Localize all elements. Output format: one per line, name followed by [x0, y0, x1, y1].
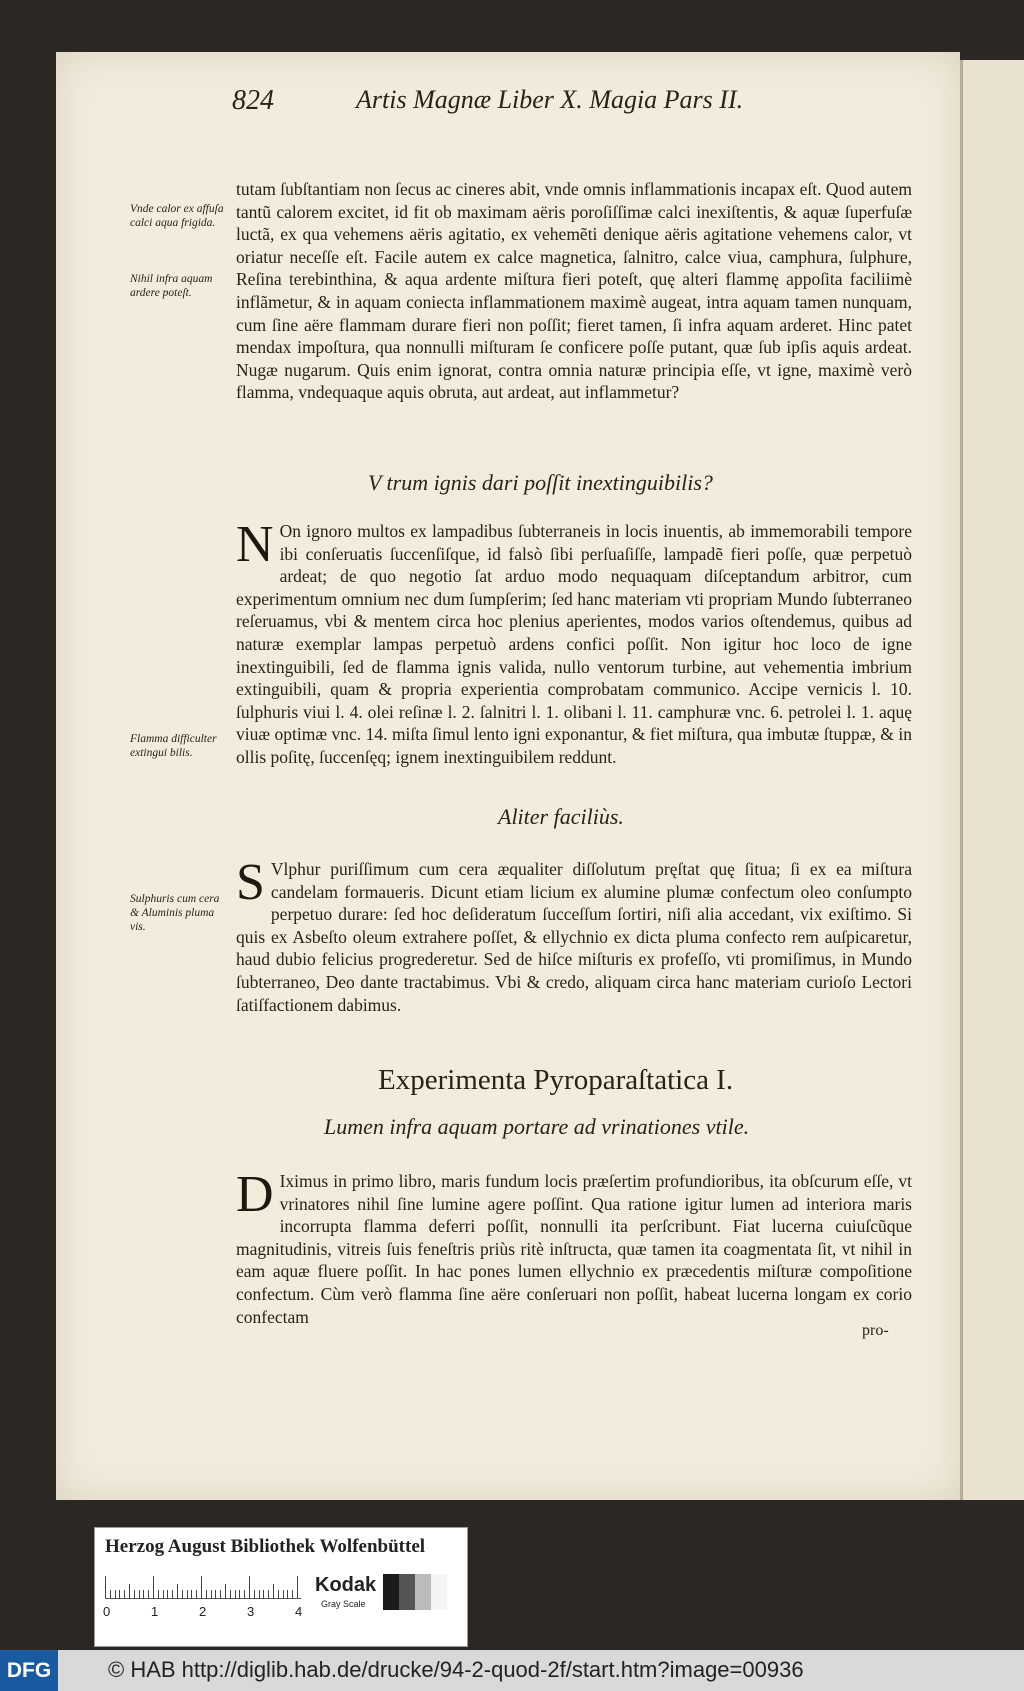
gray-patch: [431, 1574, 447, 1610]
running-head: [232, 85, 892, 129]
ruler-number: 4: [295, 1604, 303, 1619]
ruler-tick: [215, 1590, 216, 1598]
ruler-tick: [278, 1590, 279, 1598]
ruler-tick: [254, 1590, 255, 1598]
paragraph-1-text: tutam ſubſtantiam non ſecus ac cineres abit, vnde omnis inflammationis incapax eſt. Quod autem tantũ calorem excitet, id fit ob maximam aëris poroſiſſimæ calci inexiſtentis, & aquæ ſuperfuſæ luctã, ex qua vehemens aëris agitatio, ex vehemẽti denique aëris agitatione vehemens calor, vt oriatur neceſſe eſt. Facile autem ex calce magnetica, ſalnitro, calce viua, camphura, ſulphure, Reſina terebinthina, & aqua ardente miſtura fieri poteſt, quę alteri flammę appoſita faciliimè inflãmetur, & in aquam coniecta inflammationem maximè augeat, intra aquam tamen nunquam, cum ſine aëre flammam durare fieri non poſſit; fieret tamen, ſi infra aquam arderet. Hinc patet mendax impoſtura, qua nonnulli miſturam ſe conficere poſſe putant, quæ ſub ipſis aquis ardeat. Nugæ nugarum. Quis enim ignorat, contra omnia naturæ principia eſſe, vt igne, maximè verò flamma, vndequaque aquis obruta, aut ardeat, aut inflammetur?: [236, 179, 912, 403]
ruler-tick: [244, 1590, 245, 1598]
ruler-tick: [187, 1590, 188, 1598]
ruler-tick: [177, 1584, 178, 1598]
paragraph-3: [236, 854, 912, 1016]
paragraph-3-text: Vlphur puriſſimum cum cera æqualiter diſſolutum pręſtat quę ſitua; ſi ex ea miſtura candelam formaueris. Dicunt etiam licium ex alumine plumæ confectum oleo conſumpto perpetuo durare: ſed hoc deſideratum ſucceſſum ſortiri, niſi alia accedant, vix exiſtimo. Si quis ex Asbeſto oleum extrahere poſſet, & ellychnio ex dicta pluma confecto rem auſpicaretur, haud dubio felicius progrederetur. Sed de hiſce miſturis ex profeſſo, vti promiſimus, in Mundo ſubterraneo, Deo dante tractabimus. Vbi & credo, aliquam circa hanc materiam curioſo Lectori ſatiſfactionem dabimus.: [236, 859, 912, 1015]
color-scale-card: [94, 1527, 468, 1647]
page-number: 824: [232, 85, 274, 116]
ruler-tick: [191, 1590, 192, 1598]
ruler-tick: [287, 1590, 288, 1598]
ruler-number: 3: [247, 1604, 255, 1619]
ruler-tick: [230, 1590, 231, 1598]
footer-bar: [0, 1650, 1024, 1691]
ruler-tick: [143, 1590, 144, 1598]
gray-scale-label: Gray Scale: [321, 1599, 366, 1609]
ruler-tick: [129, 1584, 130, 1598]
paragraph-1: [236, 178, 912, 404]
ruler-tick: [153, 1576, 154, 1598]
subheading-3: Lumen infra aquam portare ad vrinationes vtile.: [324, 1114, 750, 1139]
ruler-tick: [201, 1576, 202, 1598]
ruler-tick: [273, 1584, 274, 1598]
ruler-tick: [292, 1590, 293, 1598]
dropcap-s: S: [236, 854, 265, 911]
ruler-tick: [220, 1590, 221, 1598]
running-title: Artis Magnæ Liber X. Magia Pars II.: [356, 85, 744, 114]
paragraph-4-text: Iximus in primo libro, maris fundum locis præſertim profundioribus, ita obſcurum eſſe, vt vrinatores nihil ſine lumine agere poſſint. Qua ratione igitur lumen ad interiora maris incorrupta flamma deferri poſſit, nonnulli ita perſcribunt. Fiat lucerna cuiuſcũque magnitudinis, vitreis ſuis feneſtris priùs ritè inſtructa, quæ tamen ita coagmentata ſit, vt nihil in eam aquæ fluere poſſit. In hac pones lumen ellychnio ex præcedentis miſturæ compoſitione confectum. Cùm verò flamma ſine aëre conſeruari non poſſit, habeat lucerna longam ex corio confectam: [236, 1171, 912, 1327]
ruler-tick: [148, 1590, 149, 1598]
gray-patch: [415, 1574, 431, 1610]
gray-patch: [383, 1574, 399, 1610]
ruler-tick: [110, 1590, 111, 1598]
ruler-tick: [139, 1590, 140, 1598]
ruler-tick: [134, 1590, 135, 1598]
dropcap-d: D: [236, 1166, 274, 1223]
ruler-tick: [167, 1590, 168, 1598]
subheading-2: Aliter faciliùs.: [498, 804, 624, 829]
paragraph-2-text: On ignoro multos ex lampadibus ſubterraneis in locis inuentis, ab immemorabili tempore ibi conſeruatis ſuccenſiſque, id falsò ſibi perſuaſiſſe, lampadẽ fieri poſſe, quæ perpetuò ardeat; de quo negotio ſat arduo modo nequaquam diſceptandum arbitror, cum experimentum omnium nec dum ſumpſerim; ſed hanc materiam vti propriam Mundo ſubterraneo reſeruamus, vbi & mentem circa hoc plenius aperientes, modos varios oſtendemus, quibus ad naturæ exemplar lampas perpetuò ardens confici poſſit. Non igitur hoc loco de igne inextinguibili, ſed de flamma ignis valida, nullo ventorum turbine, aut vehementia imbrium extinguibili, quam & propria experientia comprobatam communico. Accipe vernicis l. 10. ſulphuris viui l. 4. olei reſinæ l. 2. ſalnitri l. 1. olibani l. 11. camphuræ vnc. 6. petrolei l. 1. aquę viuæ optimæ vnc. 14. miſta ſimul lento igni exponantur, & fiet miſtura, qua imbutæ ſtuppæ, & in ollis poſitę, ſuccenſęq; ignem inextinguibilem reddunt.: [236, 521, 912, 767]
ruler-tick: [235, 1590, 236, 1598]
dfg-logo: DFG: [0, 1650, 58, 1691]
gray-patch: [399, 1574, 415, 1610]
ruler-tick: [259, 1590, 260, 1598]
ruler-tick: [297, 1576, 298, 1598]
ruler-tick: [263, 1590, 264, 1598]
ruler-tick: [163, 1590, 164, 1598]
ruler-tick: [115, 1590, 116, 1598]
ruler-tick: [158, 1590, 159, 1598]
gray-patches: [383, 1574, 447, 1610]
ruler-tick: [206, 1590, 207, 1598]
ruler-tick: [283, 1590, 284, 1598]
margin-note-3: Flamma difficulter extingui bilis.: [130, 733, 217, 759]
kodak-logo: Kodak: [315, 1574, 377, 1596]
footer-credit: © HAB http://diglib.hab.de/drucke/94-2-quod-2f/start.htm?image=00936: [108, 1657, 804, 1682]
ruler-tick: [182, 1590, 183, 1598]
ruler-tick: [105, 1576, 106, 1598]
ruler-tick: [225, 1584, 226, 1598]
ruler-tick: [196, 1590, 197, 1598]
ruler-tick: [172, 1590, 173, 1598]
ruler: [105, 1572, 301, 1599]
ruler-tick: [124, 1590, 125, 1598]
paragraph-2: [236, 516, 912, 769]
ruler-tick: [268, 1590, 269, 1598]
experiment-title: Experimenta Pyroparaſtatica I.: [378, 1064, 734, 1096]
ruler-tick: [239, 1590, 240, 1598]
ruler-tick: [211, 1590, 212, 1598]
paragraph-4: [236, 1166, 912, 1328]
facing-page-edge: [960, 60, 1024, 1500]
library-name: Herzog August Bibliothek Wolfenbüttel: [105, 1536, 426, 1557]
dropcap-n: N: [236, 516, 274, 573]
margin-note-4: Sulphuris cum cera & Aluminis pluma vis.: [130, 893, 220, 933]
ruler-number: 2: [199, 1604, 207, 1619]
catchword: pro-: [862, 1322, 889, 1339]
ruler-tick: [119, 1590, 120, 1598]
margin-note-1: Vnde calor ex affuſa calci aqua frigida.: [130, 203, 224, 229]
margin-note-2: Nihil infra aquam ardere poteſt.: [130, 273, 213, 299]
ruler-number: 0: [103, 1604, 111, 1619]
ruler-tick: [249, 1576, 250, 1598]
ruler-number: 1: [151, 1604, 159, 1619]
subheading-1: V trum ignis dari poſſit inextinguibilis?: [368, 470, 713, 495]
